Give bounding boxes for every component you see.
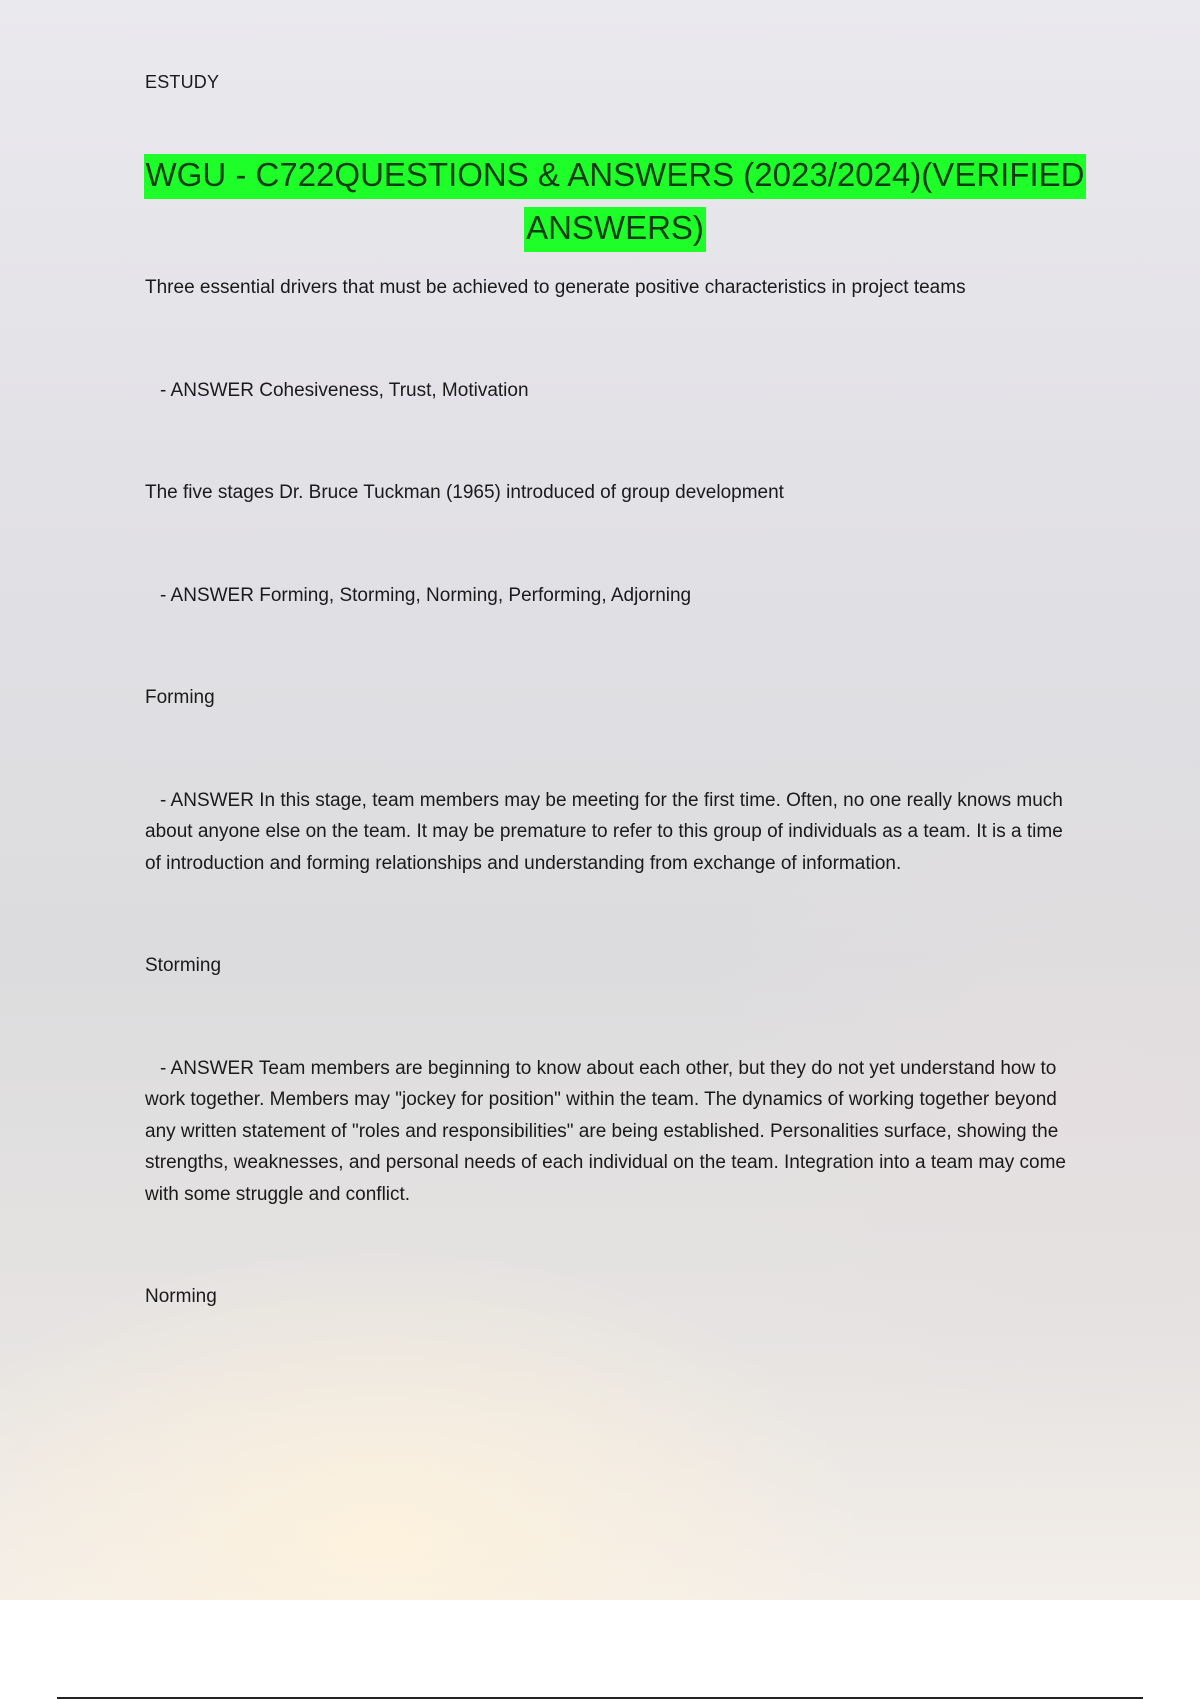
title-highlight: WGU - C722QUESTIONS & ANSWERS (2023/2024)(VERIFIED ANSWERS): [144, 154, 1087, 252]
header-label: ESTUDY: [145, 72, 220, 92]
question-text: Three essential drivers that must be achieved to generate positive characteristics in project teams: [145, 277, 966, 298]
answer-text: - ANSWER Cohesiveness, Trust, Motivation: [160, 379, 529, 401]
answer-text: - ANSWER In this stage, team members may be meeting for the first time. Often, no one really knows much about anyone else on the team. It may be premature to refer to this group of individuals as a team. It is a time of introduction and forming relationships and understanding from exchange of information.: [145, 789, 1063, 874]
question-text: The five stages Dr. Bruce Tuckman (1965) introduced of group development: [145, 482, 784, 503]
question-text: Norming: [145, 1286, 217, 1307]
question-text: Storming: [145, 955, 222, 976]
answer-text: - ANSWER Forming, Storming, Norming, Performing, Adjorning: [160, 584, 692, 606]
answer-text: - ANSWER Team members are beginning to know about each other, but they do not yet understand how to work together. Members may "jockey for position" within the team. The dynamics of working together beyond any written statement of "roles and responsibilities" are being established. Personalities surface, showing the strengths, weaknesses, and personal needs of each individual on the team. Integration into a team may come with some struggle and conflict.: [145, 1057, 1066, 1205]
qa-content: [145, 272, 1080, 1384]
document-title: [130, 148, 1100, 254]
footer-divider: [57, 1697, 1143, 1699]
question-text: Forming: [145, 687, 215, 708]
